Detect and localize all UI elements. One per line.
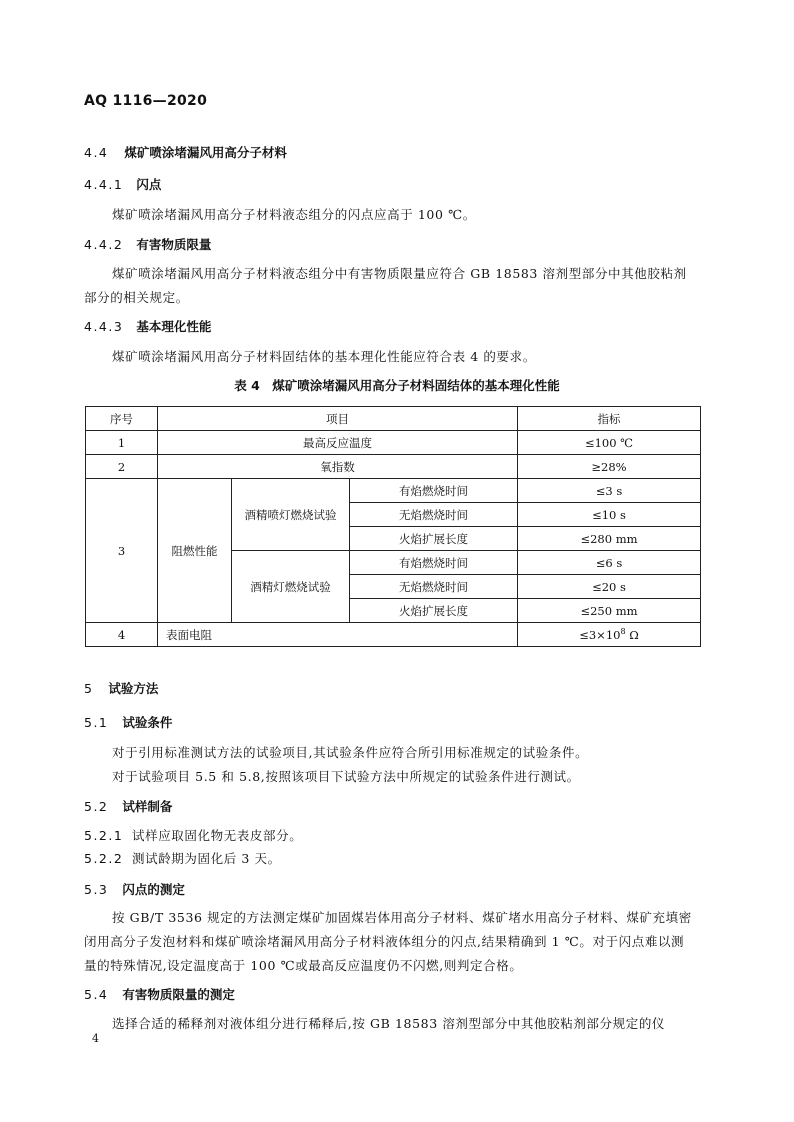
cell-value: ≥28%	[518, 455, 701, 479]
cell-test-method: 酒精喷灯燃烧试验	[232, 479, 350, 551]
document-id: AQ 1116—2020	[84, 93, 208, 109]
section-4-4-1-text: 煤矿喷涂堵漏风用高分子材料液态组分的闪点应高于 100 ℃。	[112, 207, 476, 222]
cell-value	[518, 623, 701, 647]
header-item: 项目	[158, 407, 518, 431]
page-number: 4	[92, 1032, 99, 1045]
section-title: 试样制备	[122, 799, 173, 814]
section-5-2-heading	[84, 797, 172, 815]
section-title: 有害物质限量	[136, 237, 212, 252]
cell-sub-item: 无焰燃烧时间	[350, 575, 518, 599]
section-title: 试验方法	[108, 681, 159, 696]
section-text: 测试龄期为固化后 3 天。	[132, 851, 281, 866]
section-title: 闪点的测定	[122, 882, 185, 897]
header-no: 序号	[86, 407, 158, 431]
value-unit: Ω	[625, 627, 639, 642]
table-row	[86, 479, 701, 503]
section-5-1-heading	[84, 713, 172, 731]
section-number: 5.1	[84, 715, 109, 730]
section-title: 闪点	[136, 177, 162, 192]
section-4-4-3-text: 煤矿喷涂堵漏风用高分子材料固结体的基本理化性能应符合表 4 的要求。	[112, 349, 536, 364]
cell-sub-item: 火焰扩展长度	[350, 599, 518, 623]
section-title: 煤矿喷涂堵漏风用高分子材料	[124, 145, 287, 160]
section-5-4-heading	[84, 985, 235, 1003]
section-number: 5.4	[84, 987, 109, 1002]
section-4-4-3-heading	[84, 317, 211, 335]
value-exponent: 8	[620, 627, 626, 637]
section-number: 5.2.1	[84, 828, 124, 843]
cell-no: 4	[86, 623, 158, 647]
section-4-4-2-heading	[84, 235, 211, 253]
cell-value: ≤10 s	[518, 503, 701, 527]
table-4-caption: 表 4 煤矿喷涂堵漏风用高分子材料固结体的基本理化性能	[234, 378, 560, 393]
table-row	[86, 623, 701, 647]
section-number: 5.2.2	[84, 851, 124, 866]
cell-item: 氧指数	[158, 455, 518, 479]
cell-item: 表面电阻	[158, 623, 518, 647]
header-index: 指标	[518, 407, 701, 431]
table-row	[86, 455, 701, 479]
section-text: 试样应取固化物无表皮部分。	[132, 828, 303, 843]
section-title: 基本理化性能	[136, 319, 212, 334]
cell-no: 1	[86, 431, 158, 455]
section-number: 5.2	[84, 799, 109, 814]
section-title: 有害物质限量的测定	[122, 987, 235, 1002]
cell-value: ≤100 ℃	[518, 431, 701, 455]
cell-no: 3	[86, 479, 158, 623]
cell-test-method: 酒精灯燃烧试验	[232, 551, 350, 623]
table-4	[85, 406, 701, 647]
table-row	[86, 431, 701, 455]
section-number: 4.4.2	[84, 237, 124, 252]
cell-item: 最高反应温度	[158, 431, 518, 455]
section-4-4-1-heading	[84, 175, 161, 193]
section-5-2-2	[84, 849, 281, 867]
section-number: 5.3	[84, 882, 109, 897]
section-5-3-text: 按 GB/T 3536 规定的方法测定煤矿加固煤岩体用高分子材料、煤矿堵水用高分子材料、煤矿充填密闭用高分子发泡材料和煤矿喷涂堵漏风用高分子材料液体组分的闪点,结果精确到 1 ℃。对于闪点难以测量的特殊情况,设定温度高于 100 ℃或最高反应温度仍不闪燃,则判定合格。	[84, 910, 692, 973]
cell-value: ≤20 s	[518, 575, 701, 599]
cell-value: ≤280 mm	[518, 527, 701, 551]
cell-sub-item: 火焰扩展长度	[350, 527, 518, 551]
cell-sub-item: 无焰燃烧时间	[350, 503, 518, 527]
section-4-4-heading	[84, 143, 287, 161]
section-4-4-2-text: 煤矿喷涂堵漏风用高分子材料液态组分中有害物质限量应符合 GB 18583 溶剂型部分中其他胶粘剂部分的相关规定。	[84, 266, 687, 305]
section-5-heading	[84, 679, 158, 697]
cell-sub-item: 有焰燃烧时间	[350, 551, 518, 575]
section-5-1-text-2: 对于试验项目 5.5 和 5.8,按照该项目下试验方法中所规定的试验条件进行测试。	[112, 769, 580, 784]
section-number: 4.4	[84, 145, 109, 160]
cell-value: ≤3 s	[518, 479, 701, 503]
section-number: 4.4.3	[84, 319, 124, 334]
cell-value: ≤250 mm	[518, 599, 701, 623]
section-5-2-1	[84, 826, 302, 844]
cell-item: 阻燃性能	[158, 479, 232, 623]
cell-no: 2	[86, 455, 158, 479]
cell-value: ≤6 s	[518, 551, 701, 575]
section-5-4-text: 选择合适的稀释剂对液体组分进行稀释后,按 GB 18583 溶剂型部分中其他胶粘剂部分规定的仪	[112, 1016, 666, 1031]
section-number: 4.4.1	[84, 177, 124, 192]
section-title: 试验条件	[122, 715, 173, 730]
section-5-1-text-1: 对于引用标准测试方法的试验项目,其试验条件应符合所引用标准规定的试验条件。	[112, 745, 589, 760]
section-number: 5	[84, 681, 94, 696]
cell-sub-item: 有焰燃烧时间	[350, 479, 518, 503]
table-header-row	[86, 407, 701, 431]
section-5-3-heading	[84, 880, 185, 898]
value-base: ≤3×10	[579, 627, 621, 642]
